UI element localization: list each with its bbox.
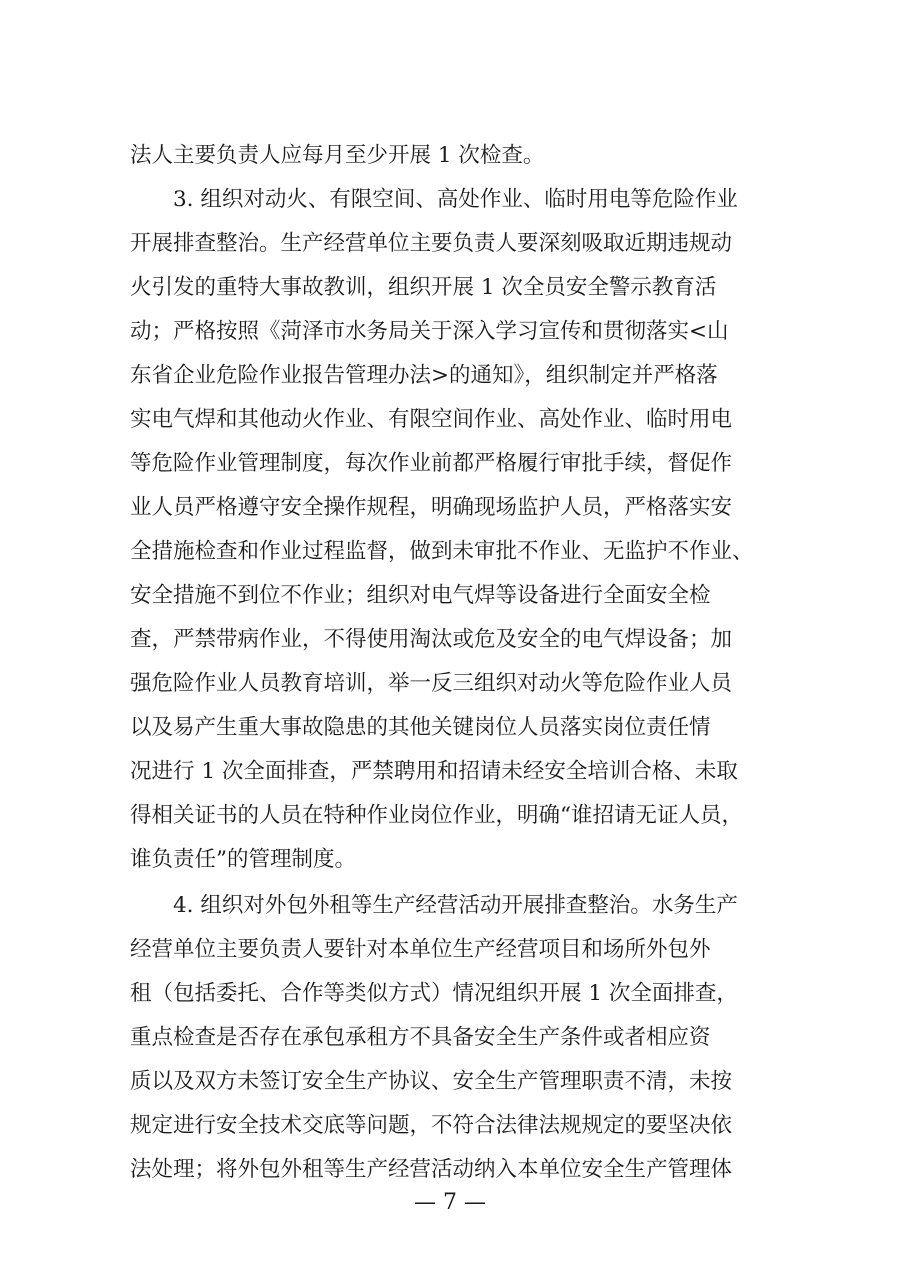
text-line: 况进行 1 次全面排查，严禁聘用和招请未经安全培训合格、未取: [130, 759, 738, 784]
text-line: 实电气焊和其他动火作业、有限空间作业、高处作业、临时用电: [130, 407, 733, 432]
text-line: 谁负责任”的管理制度。: [130, 847, 356, 872]
text-line: 等危险作业管理制度，每次作业前都严格履行审批手续，督促作: [130, 451, 733, 476]
text-line: 安全措施不到位不作业；组织对电气焊等设备进行全面安全检: [130, 583, 711, 608]
text-line: 法人主要负责人应每月至少开展 1 次检查。: [130, 143, 545, 168]
text-line: 得相关证书的人员在特种作业岗位作业，明确“谁招请无证人员，: [130, 803, 743, 828]
text-line: 法处理；将外包外租等生产经营活动纳入本单位安全生产管理体: [130, 1157, 733, 1182]
text-line: 查，严禁带病作业，不得使用淘汰或危及安全的电气焊设备；加: [130, 627, 733, 652]
text-line: 3. 组织对动火、有限空间、高处作业、临时用电等危险作业: [173, 187, 738, 212]
text-line: 开展排查整治。生产经营单位主要负责人要深刻吸取近期违规动: [130, 231, 733, 256]
text-line: 质以及双方未签订安全生产协议、安全生产管理职责不清，未按: [130, 1069, 733, 1094]
text-line: 经营单位主要负责人要针对本单位生产经营项目和场所外包外: [130, 937, 711, 962]
page-number: — 7 —: [414, 1190, 486, 1215]
text-line: 全措施检查和作业过程监督，做到未审批不作业、无监护不作业、: [130, 539, 754, 564]
text-line: 业人员严格遵守安全操作规程，明确现场监护人员，严格落实安: [130, 495, 733, 520]
text-line: 规定进行安全技术交底等问题，不符合法律法规规定的要坚决依: [130, 1113, 733, 1138]
text-line: 以及易产生重大事故隐患的其他关键岗位人员落实岗位责任情: [130, 715, 711, 740]
text-line: 东省企业危险作业报告管理办法>的通知》，组织制定并严格落: [130, 363, 718, 388]
text-line: 租（包括委托、合作等类似方式）情况组织开展 1 次全面排查，: [130, 981, 738, 1006]
text-line: 强危险作业人员教育培训，举一反三组织对动火等危险作业人员: [130, 671, 733, 696]
text-line: 动；严格按照《菏泽市水务局关于深入学习宣传和贯彻落实<山: [130, 319, 729, 344]
text-line: 重点检查是否存在承包承租方不具备安全生产条件或者相应资: [130, 1025, 711, 1050]
text-line: 火引发的重特大事故教训，组织开展 1 次全员安全警示教育活: [130, 275, 717, 300]
text-line: 4. 组织对外包外租等生产经营活动开展排查整治。水务生产: [173, 893, 738, 918]
